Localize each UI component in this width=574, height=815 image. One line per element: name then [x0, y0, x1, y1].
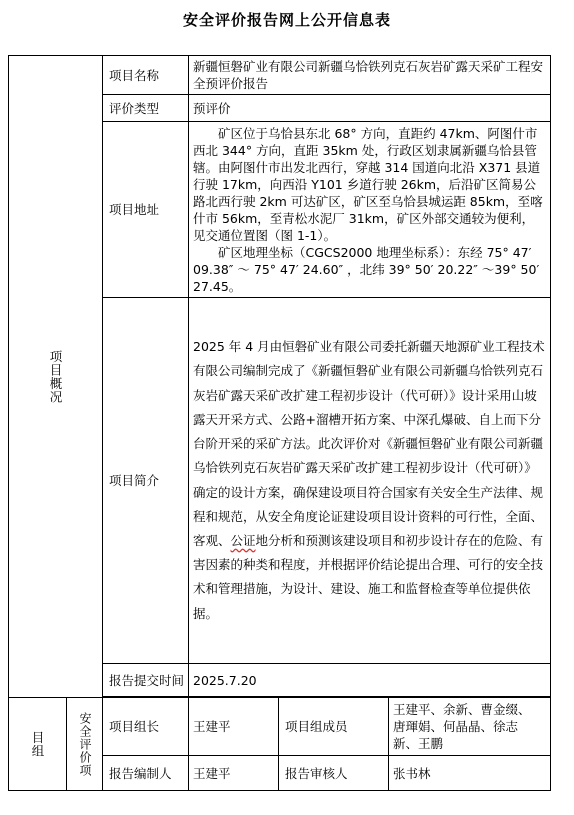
leader-value: 王建平 — [189, 698, 279, 756]
eval-type-label: 评价类型 — [103, 95, 189, 122]
author-value: 王建平 — [189, 756, 279, 791]
project-name-value: 新疆恒磐矿业有限公司新疆乌恰铁列克石灰岩矿露天采矿工程安全预评价报告 — [189, 56, 551, 95]
address-paragraph-1: 矿区位于乌恰县东北 68° 方向，直距约 47km、阿图什市西北 344° 方向，直距 35km 处，行政区划隶属新疆乌恰县管辖。由阿图什市出发北西行，穿越 314 国道向北沿 X371 县道行驶 17km，向西沿 Y101 乡道行驶 26km，后沿矿区简易公路北西行驶 2km 可达矿区，矿区至乌恰县城运距 85km，至喀什市 56km，至青松水泥厂 31km，矿区外部交通较为便利，见交通位置图（图 1-1）。 — [193, 125, 543, 243]
intro-text-1: 2025 年 4 月由恒磐矿业有限公司委托新疆天地源矿业工程技术有限公司编制完成了《新疆恒磐矿业有限公司新疆乌恰铁列克石灰岩矿露天采矿改扩建工程初步设计（代可研）》设计采用山坡露天开采方式、公路+溜槽开拓方案、中深孔爆破、自上而下分台阶开采的采矿方法。此次评价对《新疆恒磐矿业有限公司新疆乌恰铁列克石灰岩矿露天采矿改扩建工程初步设计（代可研）》确定的设计方案，确保建设项目符合国家有关安全生产法律、规程和规范，从安全角度论证建设项目设计资料的可行性，全面、客观、 — [193, 339, 545, 548]
reviewer-label: 报告审核人 — [279, 756, 389, 791]
page-title: 安全评价报告网上公开信息表 — [182, 11, 391, 29]
eval-type-value: 预评价 — [189, 95, 551, 122]
members-value: 王建平、余新、曹金缀、 唐琿娟、何晶晶、徐志 新、王鹏 — [389, 698, 551, 756]
intro-label: 项目简介 — [103, 298, 189, 664]
leader-label: 项目组长 — [103, 698, 189, 756]
section-overview-label: 项目概况 — [9, 56, 103, 698]
section-team-sublabel: 安全评价项 — [67, 698, 103, 791]
members-label: 项目组成员 — [279, 698, 389, 756]
reviewer-value: 张书林 — [389, 756, 551, 791]
info-table — [8, 55, 551, 791]
intro-value — [189, 298, 551, 664]
row-team-leader — [9, 698, 551, 756]
project-name-label: 项目名称 — [103, 56, 189, 95]
author-label: 报告编制人 — [103, 756, 189, 791]
date-label: 报告提交时间 — [103, 664, 189, 697]
section-team-label: 目组 — [9, 698, 67, 791]
address-value — [189, 122, 551, 298]
row-project-name — [9, 56, 551, 95]
date-value: 2025.7.20 — [189, 664, 551, 697]
intro-text-2: 地分析和预测该建设项目和初步设计存在的危险、有害因素的种类和程度，并根据评价结论提出合理、可行的安全技术和管理措施，为设计、建设、施工和监督检查等单位提供依据。 — [193, 532, 544, 621]
intro-underlined-word: 公证 — [230, 532, 256, 548]
address-paragraph-2: 矿区地理坐标（CGCS2000 地理坐标系）：东经 75° 47′ 09.38″ ～ 75° 47′ 24.60″ ，北纬 39° 50′ 20.22″ ～39° 50′ 27.45。 — [193, 244, 540, 294]
address-label: 项目地址 — [103, 122, 189, 298]
